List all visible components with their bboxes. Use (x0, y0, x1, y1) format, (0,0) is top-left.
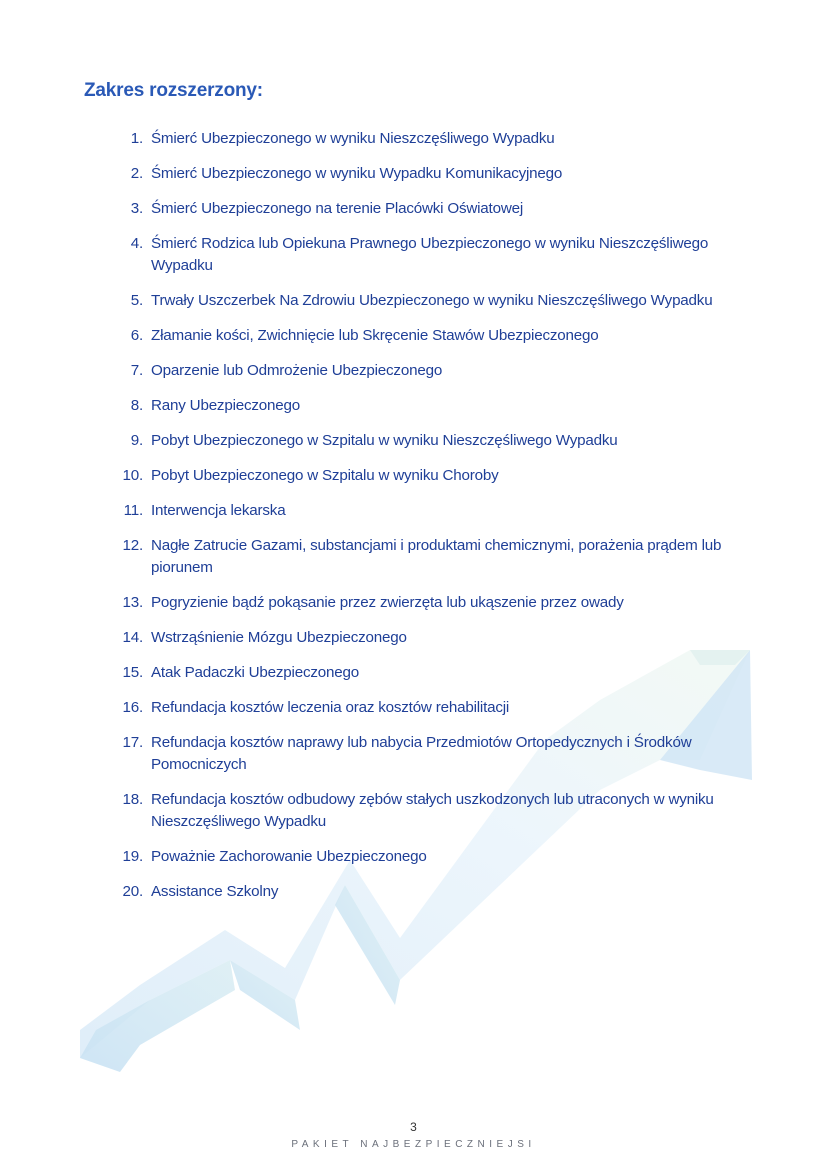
list-item-number: 15. (122, 664, 143, 681)
list-item-number: 20. (122, 883, 143, 900)
list-item-number: 3. (130, 200, 143, 217)
list-item-number: 12. (122, 537, 143, 554)
list-item-text: Wstrząśnienie Mózgu Ubezpieczonego (151, 629, 407, 646)
list-item-text: Rany Ubezpieczonego (151, 397, 301, 414)
list-item-number: 1. (130, 130, 143, 147)
list-item-number: 16. (122, 699, 143, 716)
list-item-text: Śmierć Ubezpieczonego w wyniku Nieszczęśliwego Wypadku (151, 130, 555, 147)
list-item-number: 18. (122, 791, 143, 808)
list-item (110, 592, 750, 614)
list-item-number: 8. (130, 397, 143, 414)
list-item (110, 430, 750, 452)
list-item-number: 14. (122, 629, 143, 646)
list-item-text: Refundacja kosztów leczenia oraz kosztów rehabilitacji (151, 699, 510, 716)
list-item-text: Assistance Szkolny (151, 883, 279, 900)
list-item-number: 5. (130, 292, 143, 309)
list-item (110, 233, 750, 277)
list-item-number: 9. (130, 432, 143, 449)
list-item-text: Pogryzienie bądź pokąsanie przez zwierzęta lub ukąszenie przez owady (151, 594, 624, 611)
list-item-text: Trwały Uszczerbek Na Zdrowiu Ubezpieczonego w wyniku Nieszczęśliwego Wypadku (151, 292, 713, 309)
list-item (110, 465, 750, 487)
list-item (110, 627, 750, 649)
list-item (110, 732, 750, 776)
list-item-text: Oparzenie lub Odmrożenie Ubezpieczonego (151, 362, 443, 379)
list-item-number: 7. (130, 362, 143, 379)
list-item (110, 789, 750, 833)
page-number: 3 (410, 1120, 417, 1134)
list-item (110, 662, 750, 684)
list-item (110, 163, 750, 185)
list-item-text: Nagłe Zatrucie Gazami, substancjami i produktami chemicznymi, porażenia prądem lub piorunem (151, 537, 722, 576)
list-item-number: 11. (123, 502, 143, 519)
list-item (110, 325, 750, 347)
list-item-number: 10. (122, 467, 143, 484)
list-item (110, 290, 750, 312)
list-item-text: Refundacja kosztów naprawy lub nabycia Przedmiotów Ortopedycznych i Środków Pomocniczych (151, 734, 692, 773)
list-item-text: Śmierć Rodzica lub Opiekuna Prawnego Ubezpieczonego w wyniku Nieszczęśliwego Wypadku (151, 235, 709, 274)
list-item-text: Interwencja lekarska (151, 502, 286, 519)
list-item (110, 697, 750, 719)
list-item-number: 2. (130, 165, 143, 182)
list-item-text: Pobyt Ubezpieczonego w Szpitalu w wyniku Choroby (151, 467, 499, 484)
list-item (110, 535, 750, 579)
list-item (110, 198, 750, 220)
list-item-number: 19. (122, 848, 143, 865)
list-item-text: Atak Padaczki Ubezpieczonego (151, 664, 359, 681)
list-item (110, 500, 750, 522)
list-item (110, 395, 750, 417)
list-item-number: 13. (122, 594, 143, 611)
list-item (110, 360, 750, 382)
list-item-text: Pobyt Ubezpieczonego w Szpitalu w wyniku Nieszczęśliwego Wypadku (151, 432, 618, 449)
list-item-text: Złamanie kości, Zwichnięcie lub Skręcenie Stawów Ubezpieczonego (151, 327, 599, 344)
list-item (110, 881, 750, 903)
list-item-number: 4. (130, 235, 143, 252)
section-heading: Zakres rozszerzony: (84, 80, 263, 101)
coverage-list (110, 128, 750, 916)
list-item-text: Refundacja kosztów odbudowy zębów stałych uszkodzonych lub utraconych w wyniku Nieszczęśliwego Wypadku (151, 791, 714, 830)
list-item-number: 6. (130, 327, 143, 344)
list-item (110, 846, 750, 868)
list-item (110, 128, 750, 150)
list-item-number: 17. (122, 734, 143, 751)
list-item-text: Poważnie Zachorowanie Ubezpieczonego (151, 848, 427, 865)
list-item-text: Śmierć Ubezpieczonego na terenie Placówki Oświatowej (151, 200, 524, 217)
list-item-text: Śmierć Ubezpieczonego w wyniku Wypadku Komunikacyjnego (151, 165, 563, 182)
footer-brand: PAKIET NAJBEZPIECZNIEJSI (291, 1139, 536, 1150)
